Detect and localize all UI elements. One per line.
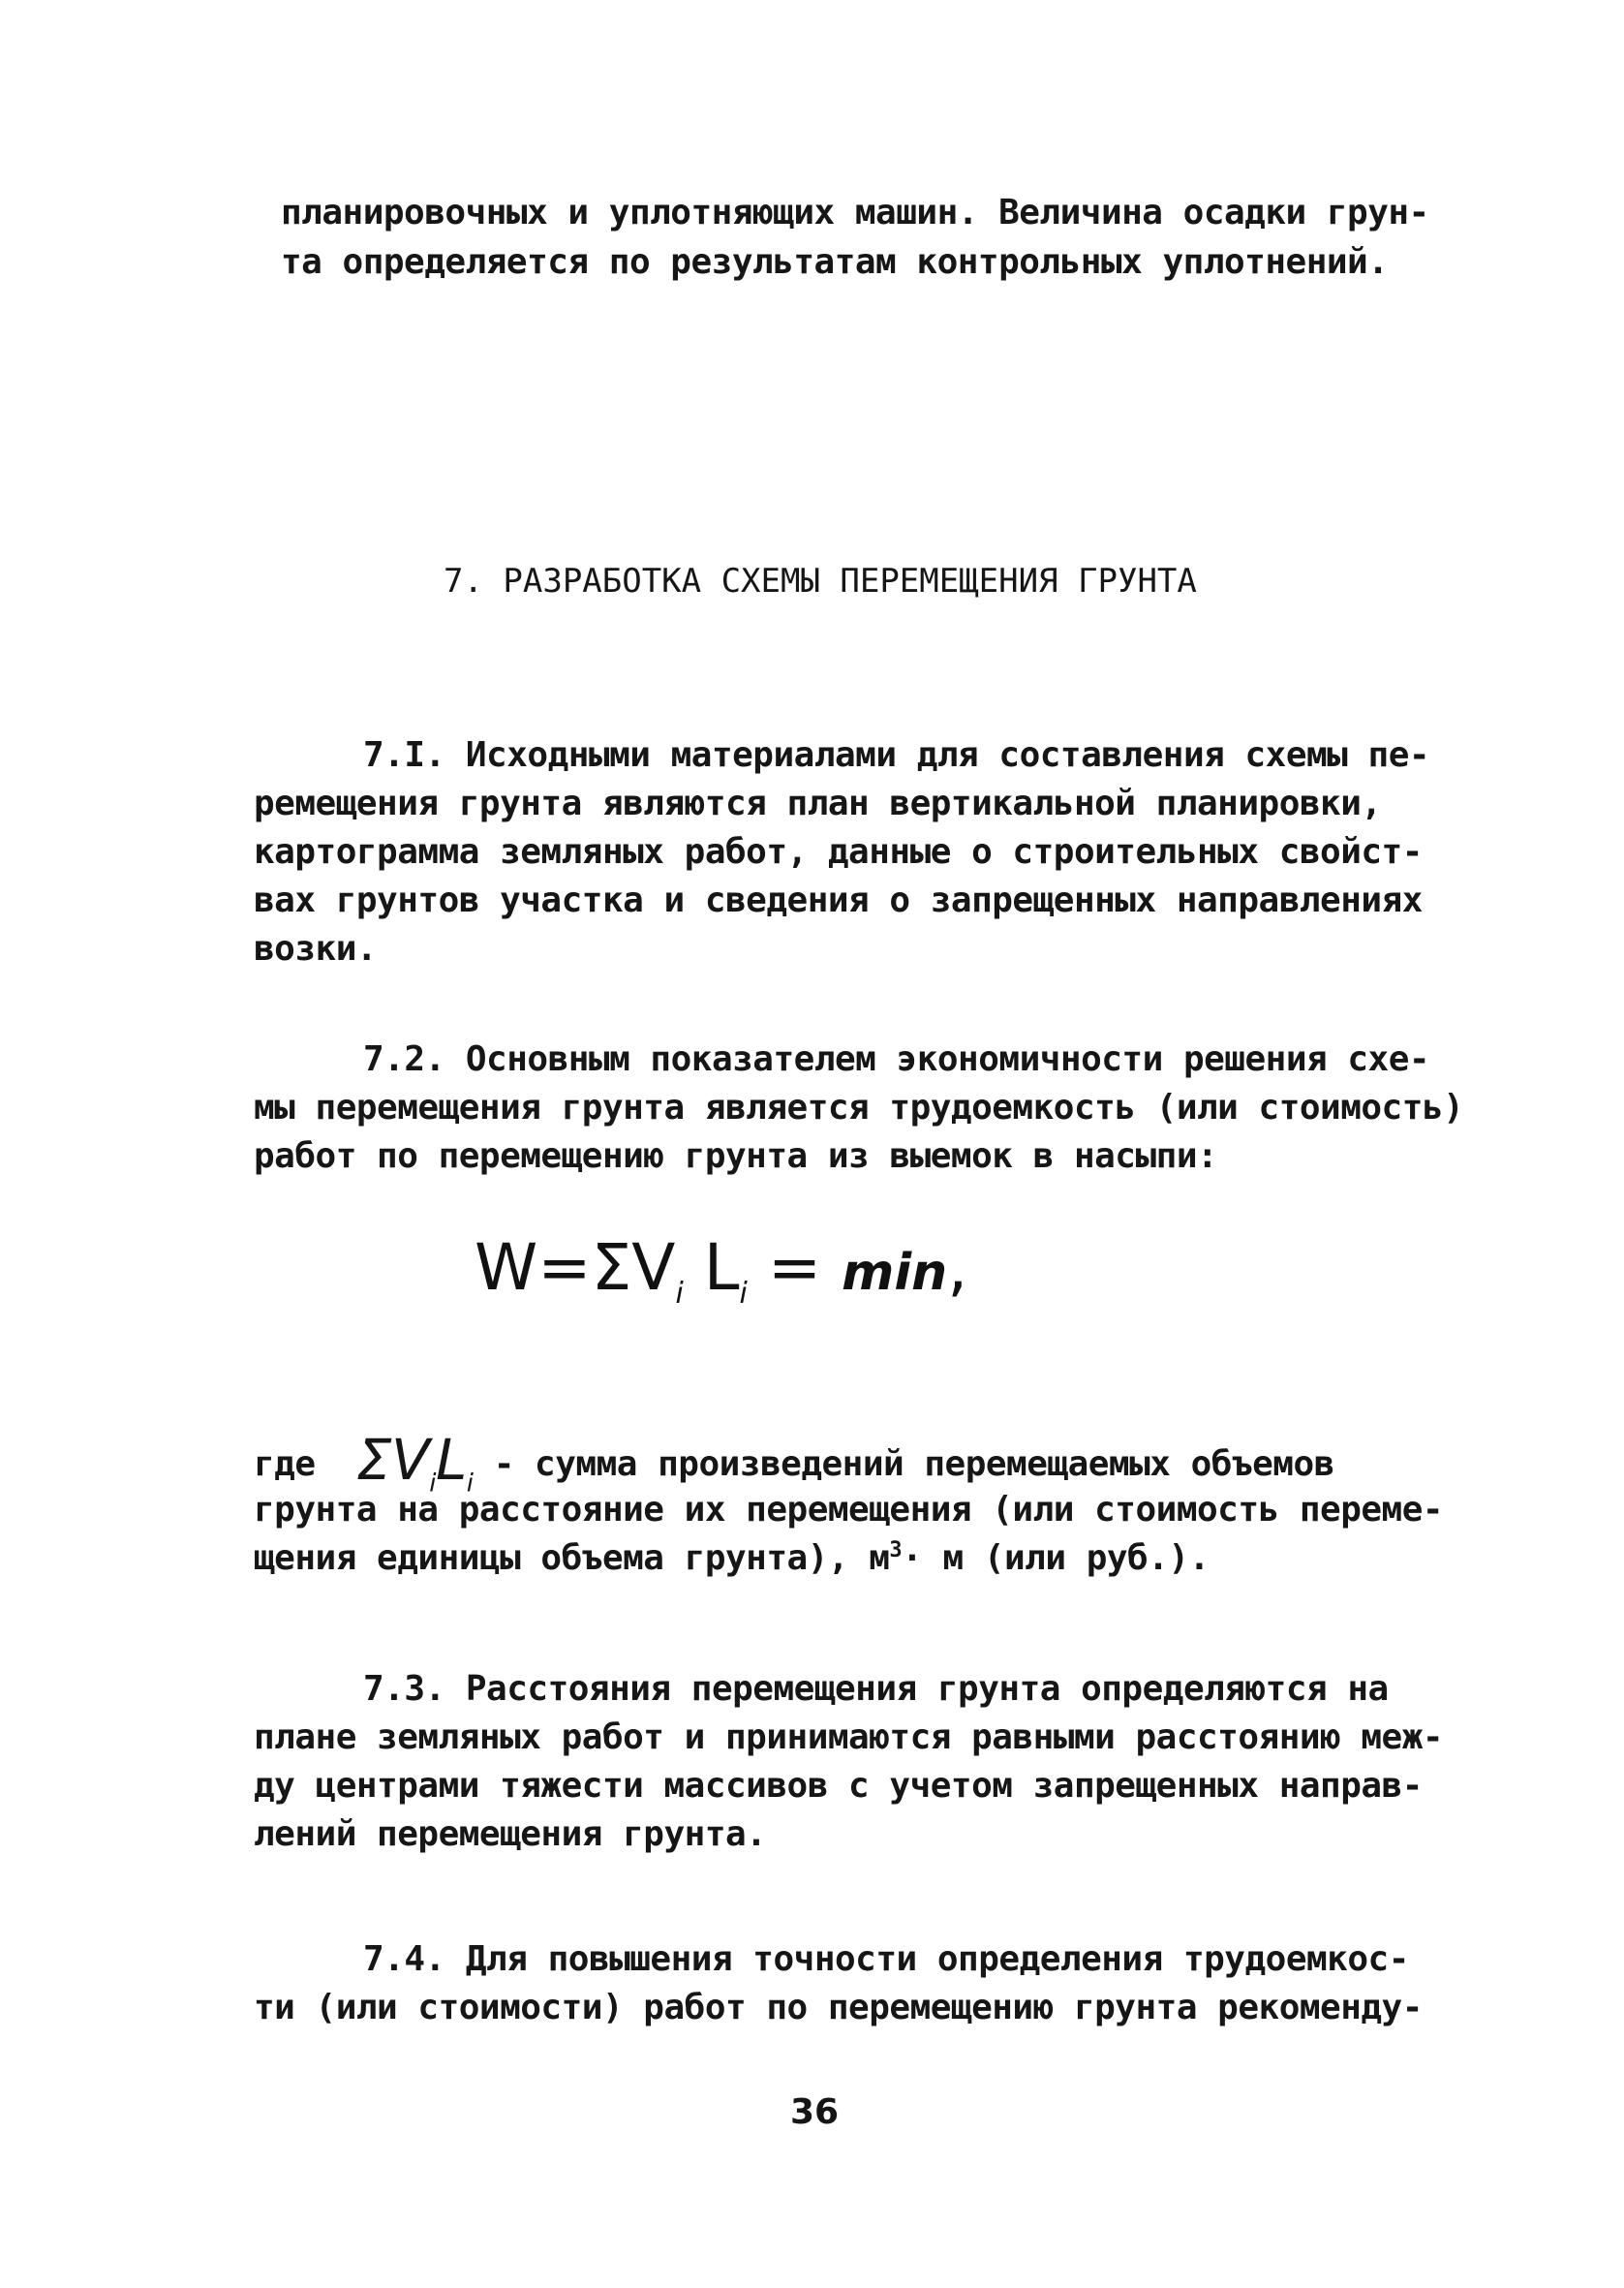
formula-l-index: i	[739, 1277, 748, 1312]
top-paragraph-line-1: планировочных и уплотняющих машин. Величина осадки грун-	[281, 193, 1429, 232]
para-7-2-line-2: мы перемещения грунта является трудоемкость (или стоимость)	[254, 1088, 1464, 1128]
para-7-3-line-3: ду центрами тяжести массивов с учетом запрещенных направ-	[254, 1766, 1423, 1806]
formula-lhs: W	[475, 1230, 538, 1305]
para-7-1-line-3: картограмма земляных работ, данные о строительных свойст-	[254, 832, 1423, 872]
para-7-1-line-5: возки.	[254, 929, 378, 969]
para-7-1-line-4: вах грунтов участка и сведения о запрещенных направлениях	[254, 881, 1423, 920]
where-symbol-v: V	[391, 1427, 430, 1493]
where-symbol-sum: Σ	[355, 1427, 392, 1493]
cubic-superscript: 3	[889, 1538, 903, 1562]
top-paragraph-line-2: та определяется по результатам контрольных уплотнений.	[281, 242, 1389, 282]
where-symbol-v-index: i	[429, 1469, 436, 1499]
where-line-3-b: · м (или руб.).	[902, 1538, 1210, 1578]
para-7-1-line-2: ремещения грунта являются план вертикальной планировки,	[254, 784, 1382, 823]
formula-l: L	[703, 1230, 740, 1305]
main-formula	[475, 1230, 967, 1311]
formula-min: min	[842, 1244, 948, 1302]
page-number: 36	[790, 2092, 840, 2132]
para-7-4-line-1: 7.4. Для повышения точности определения трудоемкос-	[363, 1939, 1409, 1979]
formula-sum: Σ	[591, 1230, 632, 1305]
para-7-1-line-1: 7.I. Исходными материалами для составления схемы пе-	[363, 735, 1430, 775]
para-7-2-line-1: 7.2. Основным показателем экономичности решения схе-	[363, 1039, 1430, 1079]
para-7-3-line-4: лений перемещения грунта.	[254, 1814, 767, 1854]
section-heading: 7. РАЗРАБОТКА СХЕМЫ ПЕРЕМЕЩЕНИЯ ГРУНТА	[444, 562, 1197, 601]
formula-equals-2: =	[767, 1230, 822, 1305]
where-line-2: грунта на расстояние их перемещения (или стоимость переме-	[254, 1490, 1444, 1530]
where-word: где	[254, 1444, 316, 1484]
para-7-3-line-1: 7.3. Расстояния перемещения грунта определяются на	[363, 1669, 1389, 1709]
para-7-2-line-3: работ по перемещению грунта из выемок в насыпи:	[254, 1136, 1218, 1176]
para-7-4-line-2: ти (или стоимости) работ по перемещению грунта рекоменду-	[254, 1988, 1423, 2027]
formula-equals-1: =	[537, 1230, 592, 1305]
where-symbol-l: L	[435, 1427, 467, 1493]
where-symbol-l-index: i	[466, 1469, 474, 1499]
formula-v: V	[631, 1230, 676, 1305]
where-line-3	[254, 1538, 1210, 1578]
where-symbol	[355, 1427, 474, 1499]
formula-comma: ,	[947, 1230, 968, 1305]
para-7-3-line-2: плане земляных работ и принимаются равными расстоянию меж-	[254, 1717, 1444, 1757]
formula-v-index: i	[675, 1277, 684, 1312]
where-line-3-a: щения единицы объема грунта), м	[254, 1538, 890, 1578]
where-line-1	[254, 1427, 1334, 1499]
where-line-1-text: - сумма произведений перемещаемых объемов	[473, 1444, 1334, 1484]
